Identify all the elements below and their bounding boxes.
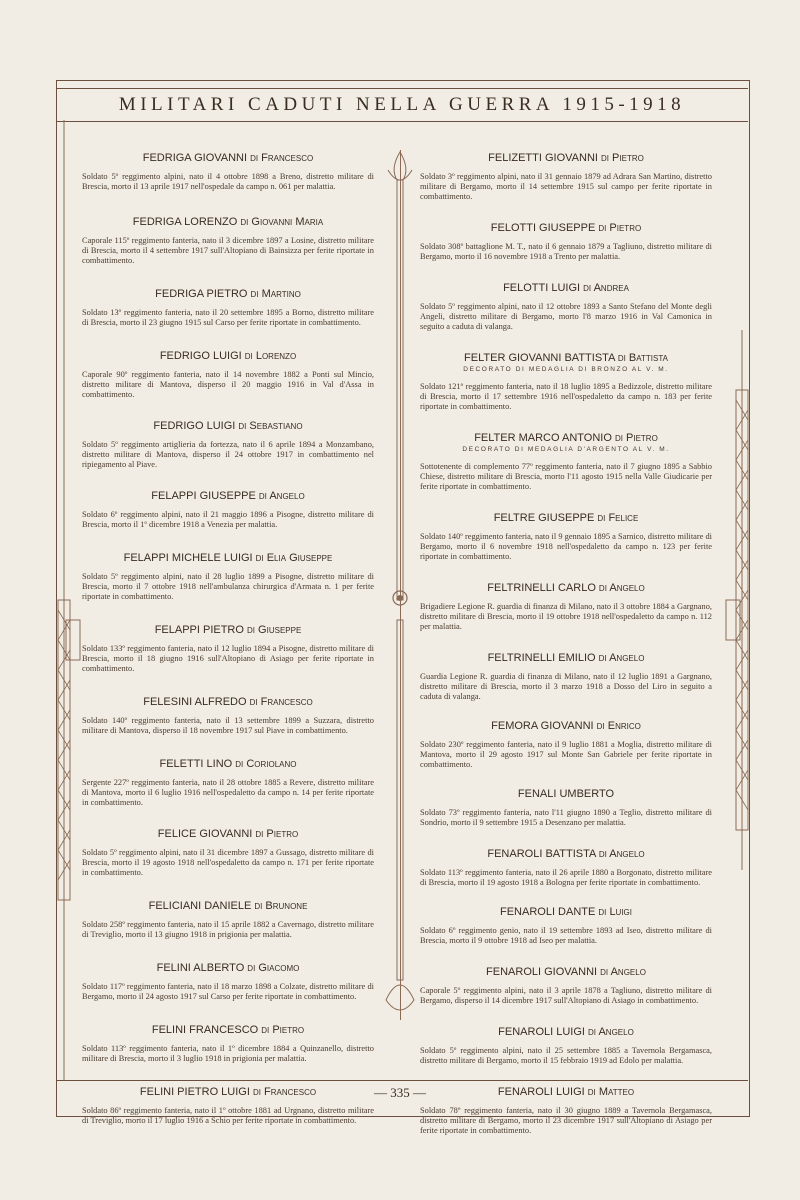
entry-text: Soldato 133º reggimento fanteria, nato il 12 luglio 1894 a Pisogne, distretto militare di Brescia, morto il 18 giugno 1916 sull'Altopiano di Asiago per ferite riportate in combattimento. bbox=[82, 644, 374, 673]
entry-text: Soldato 6º reggimento alpini, nato il 21 maggio 1896 a Pisogne, distretto militare di Brescia, morto il 1º dicembre 1918 a Venezia per malattia. bbox=[82, 510, 374, 529]
entry-text: Soldato 121º reggimento fanteria, nato il 18 luglio 1895 a Bedizzole, distretto militare di Brescia, morto il 17 settembre 1916 nell'ospedaletto da campo n. 183 per ferite riportate in combattimento. bbox=[420, 382, 712, 411]
entry bbox=[82, 696, 374, 736]
entry-text: Soldato 140º reggimento fanteria, nato il 13 settembre 1899 a Suzzara, distretto militare di Mantova, disperso il 18 novembre 1917 sul Piave in combattimento. bbox=[82, 716, 374, 735]
entry-text: Soldato 73º reggimento fanteria, nato l'11 giugno 1890 a Teglio, distretto militare di Sondrio, morto il 9 settembre 1915 a Desenzano per malattia. bbox=[420, 808, 712, 827]
entry-name: FELTER GIOVANNI BATTISTA di Battista bbox=[464, 352, 668, 364]
entry bbox=[420, 282, 712, 332]
entry-name: FELOTTI LUIGI di Andrea bbox=[503, 282, 629, 294]
entry-name: FELTRE GIUSEPPE di Felice bbox=[493, 512, 639, 524]
left-flagpole-icon bbox=[44, 120, 84, 1080]
entry-text: Soldato 5º reggimento alpini, nato il 12 ottobre 1893 a Santo Stefano del Monte degli Angeli, distretto militare di Bergamo, morto l'8 marzo 1916 in Val Camonica in seguito a caduta di valanga. bbox=[420, 302, 712, 331]
entry-text: Sottotenente di complemento 77º reggimento fanteria, nato il 7 giugno 1895 a Sabbio Chiese, distretto militare di Brescia, morto l'11 agosto 1915 nella Valle Giudicarie per ferite riportate in combattimento. bbox=[420, 462, 712, 491]
entry-name: FEDRIGA GIOVANNI di Francesco bbox=[142, 152, 314, 164]
entry-text: Soldato 5º reggimento alpini, nato il 31 dicembre 1897 a Gussago, distretto militare di Brescia, morto il 19 agosto 1918 nell'ospedaletto da campo n. 171 per ferite riportate in combattimento. bbox=[82, 848, 374, 877]
entry-name: FENALI UMBERTO bbox=[517, 788, 615, 800]
right-flagpole-icon bbox=[722, 330, 762, 870]
entry-name: FEMORA GIOVANNI di Enrico bbox=[491, 720, 641, 732]
entry bbox=[82, 152, 374, 192]
entry-name: FELINI ALBERTO di Giacomo bbox=[156, 962, 300, 974]
entry-text: Soldato 308º battaglione M. T., nato il 6 gennaio 1879 a Tagliuno, distretto militare di Bergamo, morto il 16 novembre 1918 a Trento per malattia. bbox=[420, 242, 712, 261]
entry-text: Soldato 78º reggimento fanteria, nato il 30 giugno 1889 a Tavernola Bergamasca, distretto militare di Bergamo, morto il 23 dicembre 1917 sull'Altopiano di Asiago per ferite riportate in combattimento. bbox=[420, 1106, 712, 1135]
entry-name: FELETTI LINO di Coriolano bbox=[159, 758, 297, 770]
entry-name: FELTER MARCO ANTONIO di Pietro bbox=[474, 432, 658, 444]
entry-text: Brigadiere Legione R. guardia di finanza di Milano, nato il 3 ottobre 1884 a Gargnano, distretto militare di Brescia, morto il 19 ottobre 1918 nell'ospedaletto da campo n. 112 per malattia. bbox=[420, 602, 712, 631]
entry-text: Soldato 117º reggimento fanteria, nato il 18 marzo 1898 a Colzate, distretto militare di Bergamo, morto il 24 agosto 1917 sul Carso per ferite riportate in combattimento. bbox=[82, 982, 374, 1001]
entry bbox=[420, 720, 712, 770]
entry-text: Soldato 13º reggimento fanteria, nato il 20 settembre 1895 a Borno, distretto militare di Brescia, morto il 23 giugno 1915 sul Carso per ferite riportate in combattimento. bbox=[82, 308, 374, 327]
entry bbox=[82, 216, 374, 266]
entry bbox=[82, 552, 374, 602]
entry-name: FELINI PIETRO LUIGI di Francesco bbox=[139, 1086, 317, 1098]
entry-name: FEDRIGO LUIGI di Lorenzo bbox=[159, 350, 297, 362]
entry-text: Soldato 230º reggimento fanteria, nato il 9 luglio 1881 a Moglia, distretto militare di Mantova, morto il 29 agosto 1917 sul Monte San Gabriele per ferite riportate in combattimento. bbox=[420, 740, 712, 769]
entry-name: FENAROLI BATTISTA di Angelo bbox=[487, 848, 645, 860]
entry-name: FELAPPI PIETRO di Giuseppe bbox=[154, 624, 302, 636]
entry bbox=[82, 758, 374, 808]
entry-name: FENAROLI DANTE di Luigi bbox=[499, 906, 633, 918]
entry-text: Soldato 86º reggimento fanteria, nato il 1º ottobre 1881 ad Urgnano, distretto militare di Treviglio, morto il 17 luglio 1916 a Schio per ferite riportate in combattimento. bbox=[82, 1106, 374, 1125]
entry-name: FELICE GIOVANNI di Pietro bbox=[157, 828, 299, 840]
page-title: MILITARI CADUTI NELLA GUERRA 1915-1918 bbox=[118, 94, 686, 115]
entry bbox=[82, 828, 374, 878]
entry-text: Caporale 115º reggimento fanteria, nato il 3 dicembre 1897 a Losine, distretto militare di Brescia, morto il 4 settembre 1917 sull'Altopiano di Bainsizza per ferite riportate in combattimento. bbox=[82, 236, 374, 265]
entry bbox=[420, 848, 712, 888]
left-column bbox=[82, 148, 374, 1126]
page-number: — 335 — bbox=[374, 1085, 426, 1100]
entry bbox=[420, 1026, 712, 1066]
entry bbox=[82, 962, 374, 1002]
entry-name: FENAROLI LUIGI di Matteo bbox=[497, 1086, 635, 1098]
entry bbox=[420, 966, 712, 1006]
entry bbox=[420, 222, 712, 262]
entry-text: Soldato 5º reggimento alpini, nato il 28 luglio 1899 a Pisogne, distretto militare di Brescia, morto il 7 ottobre 1918 nell'ambulanza chirurgica d'Armata n. 1 per ferite riportate in combattimento. bbox=[82, 572, 374, 601]
entry-text: Soldato 140º reggimento fanteria, nato il 9 gennaio 1895 a Sarnico, distretto militare di Bergamo, morto il 6 novembre 1918 nell'ospedaletto da campo n. 123 per ferite riportate in combattimento. bbox=[420, 532, 712, 561]
entry-text: Soldato 113º reggimento fanteria, nato il 1º dicembre 1884 a Quinzanello, distretto militare di Brescia, morto il 3 luglio 1918 in prigionia per malattia. bbox=[82, 1044, 374, 1063]
entry-text: Guardia Legione R. guardia di finanza di Milano, nato il 12 luglio 1891 a Gargnano, distretto militare di Brescia, morto il 3 marzo 1918 a Dosso del Liro in seguito a caduta di valanga. bbox=[420, 672, 712, 701]
entry-name: FELAPPI GIUSEPPE di Angelo bbox=[151, 490, 305, 502]
entry bbox=[420, 512, 712, 562]
entry-name: FEDRIGA LORENZO di Giovanni Maria bbox=[132, 216, 324, 228]
entry-decoration: DECORATO DI MEDAGLIA DI BRONZO AL V. M. bbox=[463, 366, 669, 373]
entry-text: Soldato 5º reggimento alpini, nato il 25 settembre 1885 a Tavernola Bergamasca, distretto militare di Bergamo, morto il 15 febbraio 1919 ad Edolo per malattia. bbox=[420, 1046, 712, 1065]
entry-name: FEDRIGA PIETRO di Martino bbox=[155, 288, 301, 300]
entry-text: Sergente 227º reggimento fanteria, nato il 28 ottobre 1885 a Revere, distretto militare di Mantova, morto il 6 luglio 1916 nell'ospedaletto da campo n. 14 per ferite riportate in combattimento. bbox=[82, 778, 374, 807]
entry bbox=[82, 420, 374, 470]
entry-text: Soldato 113º reggimento fanteria, nato il 26 aprile 1880 a Borgonato, distretto militare di Brescia, morto il 19 agosto 1918 a Bologna per ferite riportate in combattimento. bbox=[420, 868, 712, 887]
entry bbox=[82, 288, 374, 328]
entry bbox=[82, 490, 374, 530]
entry-name: FELICIANI DANIELE di Brunone bbox=[148, 900, 308, 912]
entry-name: FEDRIGO LUIGI di Sebastiano bbox=[153, 420, 303, 432]
entry bbox=[82, 900, 374, 940]
entry bbox=[420, 652, 712, 702]
entry-text: Caporale 5º reggimento alpini, nato il 3 aprile 1878 a Tagliuno, distretto militare di Bergamo, disperso il 14 dicembre 1917 sull'Altopiano di Asiago in combattimento. bbox=[420, 986, 712, 1005]
entry bbox=[420, 352, 712, 412]
right-column bbox=[420, 148, 712, 1136]
entry bbox=[82, 350, 374, 400]
entry bbox=[420, 582, 712, 632]
entry-text: Soldato 3º reggimento alpini, nato il 31 gennaio 1879 ad Adrara San Martino, distretto militare di Bergamo, morto il 14 settembre 1915 sul campo per ferite riportate in combattimento. bbox=[420, 172, 712, 201]
entry-text: Soldato 258º reggimento fanteria, nato il 15 aprile 1882 a Cavernago, distretto militare di Treviglio, morto il 13 giugno 1918 in prigionia per malattia. bbox=[82, 920, 374, 939]
entry bbox=[420, 432, 712, 492]
entry-name: FELIZETTI GIOVANNI di Pietro bbox=[488, 152, 644, 164]
entry-text: Soldato 6º reggimento genio, nato il 19 settembre 1893 ad Iseo, distretto militare di Brescia, morto il 9 ottobre 1918 ad Iseo per malattia. bbox=[420, 926, 712, 945]
entry-name: FELESINI ALFREDO di Francesco bbox=[143, 696, 313, 708]
entry bbox=[82, 624, 374, 674]
entry bbox=[420, 788, 712, 828]
center-flagpole-icon bbox=[384, 150, 416, 1030]
entry-name: FELAPPI MICHELE LUIGI di Elia Giuseppe bbox=[123, 552, 333, 564]
entry-text: Soldato 5º reggimento artiglieria da fortezza, nato il 6 aprile 1894 a Monzambano, distretto militare di Mantova, disperso il 24 ottobre 1917 in combattimento nel ripiegamento al Piave. bbox=[82, 440, 374, 469]
entry-text: Soldato 5º reggimento alpini, nato il 4 ottobre 1898 a Breno, distretto militare di Brescia, morto il 13 aprile 1917 nell'ospedale da campo n. 061 per malattia. bbox=[82, 172, 374, 191]
entry-name: FELINI FRANCESCO di Pietro bbox=[151, 1024, 305, 1036]
entry-name: FELOTTI GIUSEPPE di Pietro bbox=[490, 222, 642, 234]
entry bbox=[420, 152, 712, 202]
entry-name: FENAROLI GIOVANNI di Angelo bbox=[486, 966, 646, 978]
entry bbox=[420, 906, 712, 946]
entry-name: FENAROLI LUIGI di Angelo bbox=[498, 1026, 634, 1038]
entry bbox=[82, 1024, 374, 1064]
entry-name: FELTRINELLI CARLO di Angelo bbox=[487, 582, 645, 594]
header-rule bbox=[56, 88, 748, 89]
entry-name: FELTRINELLI EMILIO di Angelo bbox=[487, 652, 645, 664]
entry-decoration: DECORATO DI MEDAGLIA D'ARGENTO AL V. M. bbox=[462, 446, 670, 453]
footer-rule bbox=[56, 1080, 748, 1081]
entry-text: Caporale 90º reggimento fanteria, nato il 14 novembre 1882 a Ponti sul Mincio, distretto militare di Mantova, disperso il 20 maggio 1916 in Val d'Assa in combattimento. bbox=[82, 370, 374, 399]
header-rule bbox=[56, 121, 748, 122]
